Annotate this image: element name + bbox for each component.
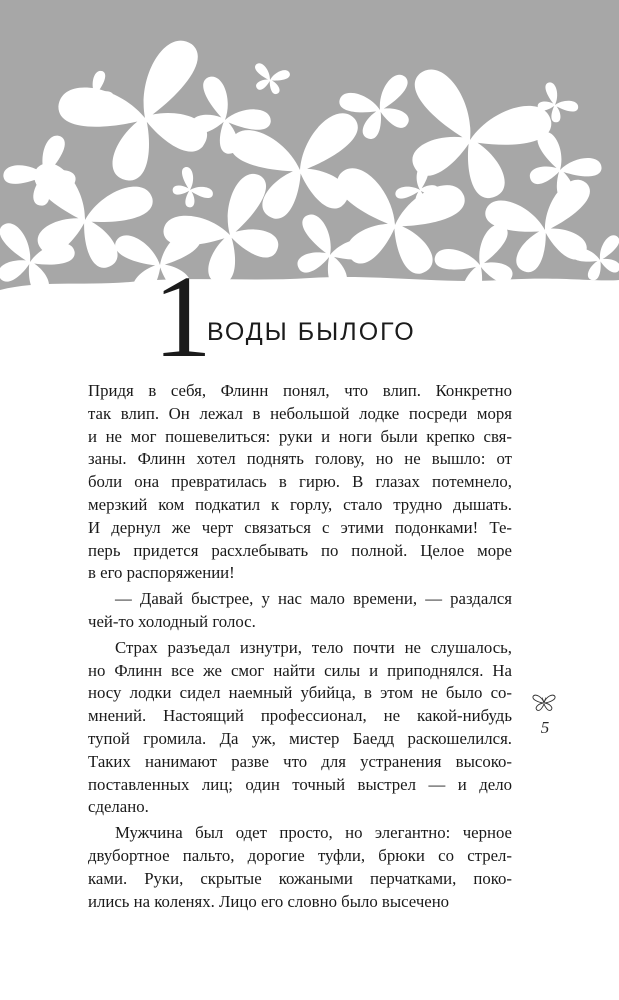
text-line: ками. Руки, скрытые кожаными перчатками, поко- — [88, 868, 512, 888]
text-line: носу лодки сидел наемный убийца, в этом не было со- — [88, 683, 512, 703]
page-number: 5 — [540, 718, 550, 737]
paragraph-2 — [88, 588, 512, 634]
text-line: ились на коленях. Лицо его словно было высечено — [88, 891, 450, 911]
paragraph-3 — [88, 637, 512, 819]
butterflies-silhouette-icon — [0, 0, 619, 300]
header-illustration — [0, 0, 619, 300]
text-line: И дернул же черт связаться с этими подонками! Те- — [88, 517, 512, 537]
text-line: Придя в себя, Флинн понял, что влип. Конкретно — [88, 381, 512, 400]
text-line: сделано. — [88, 797, 149, 817]
text-line: тупой громила. Да уж, мистер Баедд раскошелился. — [88, 728, 512, 748]
text-line: — Давай быстрее, у нас мало времени, — раздался — [115, 589, 512, 609]
text-line: Страх разъедал изнутри, тело почти не слушалось, — [115, 637, 512, 657]
paragraph-4 — [88, 822, 512, 913]
chapter-title: ВОДЫ БЫЛОГО — [207, 318, 416, 346]
text-line: перь придется расхлебывать по полной. Целое море — [88, 540, 512, 560]
text-line: так влип. Он лежал в небольшой лодке посреди моря — [88, 403, 512, 423]
text-line: Мужчина был одет просто, но элегантно: черное — [115, 823, 512, 843]
butterfly-icon — [531, 692, 557, 719]
text-line: но Флинн все же смог найти силы и приподнялся. На — [88, 660, 512, 680]
text-line: заны. Флинн хотел поднять голову, но не вышло: от — [88, 449, 512, 469]
text-line: мнений. Настоящий профессионал, не какой-нибудь — [88, 706, 512, 726]
text-line: поставленных лиц; один точный выстрел — и дело — [88, 774, 512, 794]
text-line: двубортное пальто, дорогие туфли, брюки со стрел- — [88, 845, 512, 865]
text-line: Таких нанимают разве что для устранения высоко- — [88, 751, 512, 771]
text-line: боли она превратилась в гирю. В глазах потемнело, — [88, 472, 512, 492]
text-line: в его распоряжении! — [88, 563, 235, 583]
chapter-number: 1 — [153, 251, 212, 382]
text-line: и не мог пошевелиться: руки и ноги были крепко свя- — [88, 426, 512, 446]
text-line: мерзкий ком подкатил к горлу, стало трудно дышать. — [88, 494, 512, 514]
paragraph-1 — [88, 380, 512, 585]
text-line: чей-то холодный голос. — [88, 611, 256, 631]
chapter-body — [88, 380, 512, 913]
